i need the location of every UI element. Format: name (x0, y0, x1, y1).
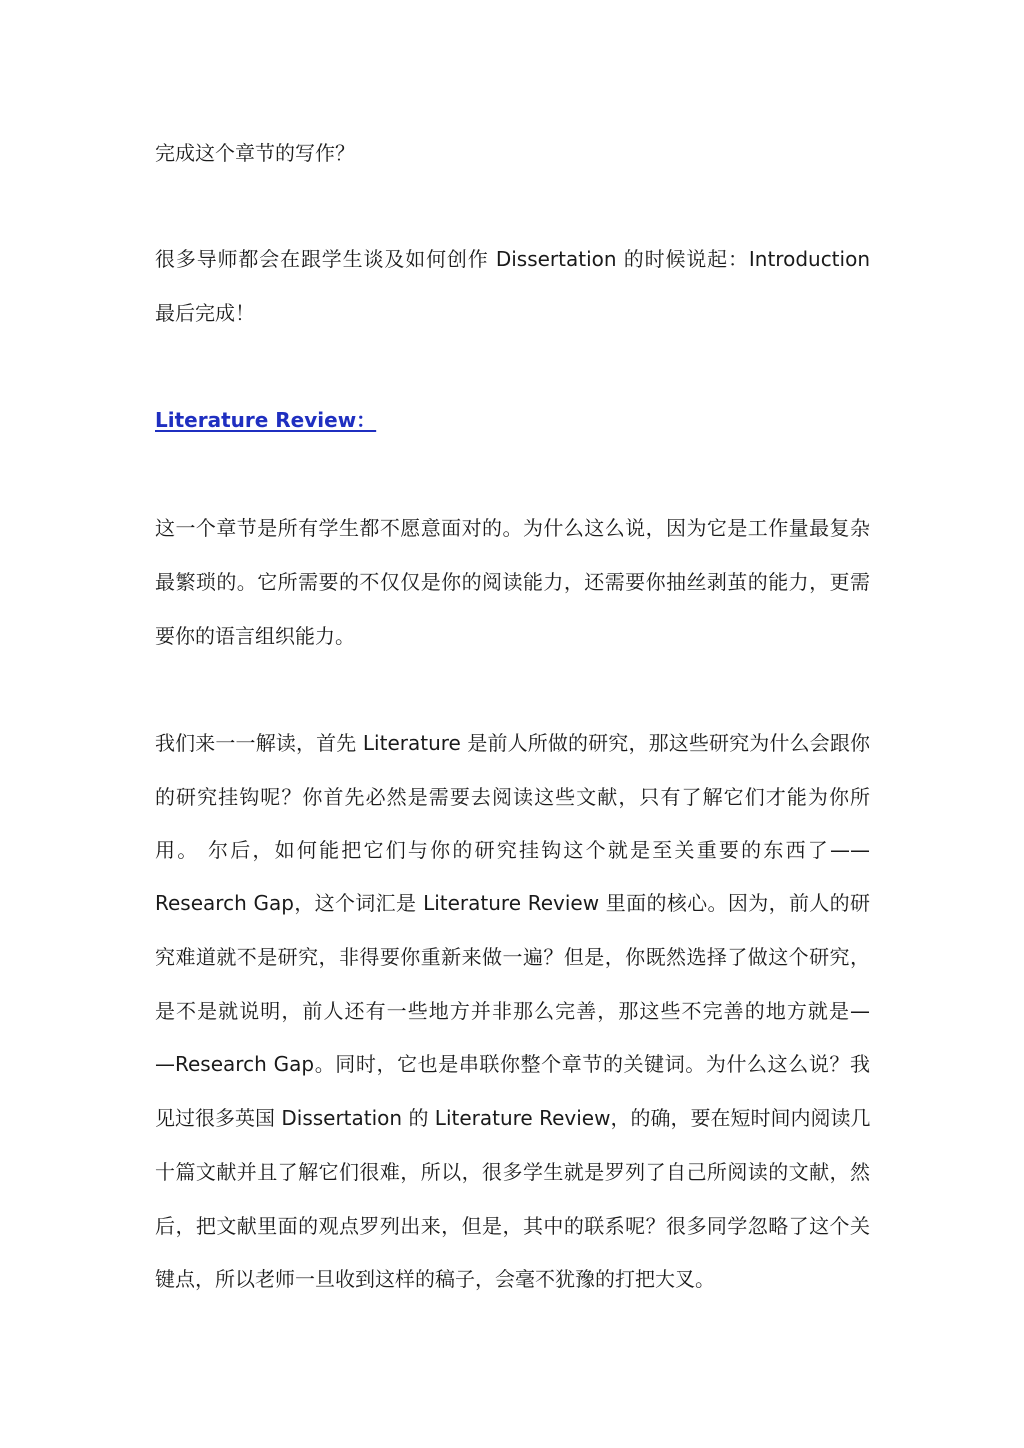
paragraph-line: 的研究挂钩呢？你首先必然是需要去阅读这些文献，只有了解它们才能为你所 (155, 785, 870, 809)
paragraph-line: 最后完成！ (155, 301, 255, 325)
paragraph-line: 见过很多英国 Dissertation 的 Literature Review，的确，要在短时间内阅读几 (155, 1106, 870, 1130)
paragraph-line: 十篇文献并且了解它们很难，所以，很多学生就是罗列了自己所阅读的文献，然 (155, 1160, 870, 1184)
paragraph-line: —Research Gap。同时，它也是串联你整个章节的关键词。为什么这么说？我 (155, 1052, 870, 1076)
paragraph-line: 用。 尔后，如何能把它们与你的研究挂钩这个就是至关重要的东西了—— (155, 838, 870, 862)
paragraph-line: 键点，所以老师一旦收到这样的稿子，会毫不犹豫的打把大叉。 (155, 1267, 715, 1291)
paragraph-line: 这一个章节是所有学生都不愿意面对的。为什么这么说，因为它是工作量最复杂 (155, 516, 870, 540)
paragraph-line: 后，把文献里面的观点罗列出来，但是，其中的联系呢？很多同学忽略了这个关 (155, 1214, 870, 1238)
paragraph-line: 要你的语言组织能力。 (155, 624, 355, 648)
paragraph-line: Research Gap，这个词汇是 Literature Review 里面的核心。因为，前人的研 (155, 891, 870, 915)
section-heading-wrapper (155, 406, 870, 434)
paragraph-line: 最繁琐的。它所需要的不仅仅是你的阅读能力，还需要你抽丝剥茧的能力，更需 (155, 570, 870, 594)
paragraph-line: 究难道就不是研究，非得要你重新来做一遍？但是，你既然选择了做这个研究， (155, 945, 870, 969)
paragraph-line: 很多导师都会在跟学生谈及如何创作 Dissertation 的时候说起：Introduction (155, 247, 870, 271)
paragraph-line: 是不是就说明，前人还有一些地方并非那么完善，那这些不完善的地方就是— (155, 999, 870, 1023)
literature-review-link[interactable]: Literature Review： (155, 408, 377, 432)
intro-line: 完成这个章节的写作？ (155, 141, 355, 165)
paragraph-line: 我们来一一解读，首先 Literature 是前人所做的研究，那这些研究为什么会跟你 (155, 731, 870, 755)
